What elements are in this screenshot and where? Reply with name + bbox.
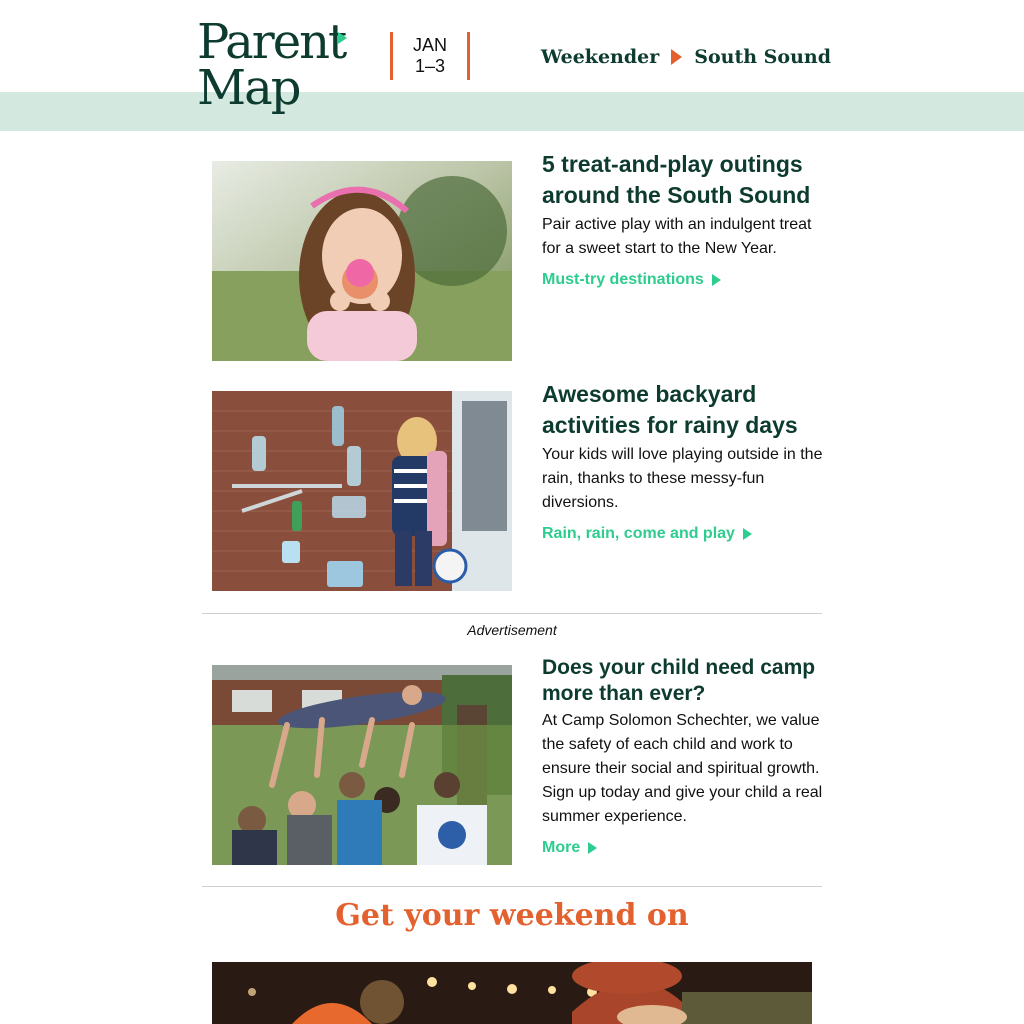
ad-title[interactable]: Does your child need camp more than ever?	[542, 656, 816, 705]
divider	[202, 886, 822, 887]
logo-line-1: Parent	[197, 14, 346, 70]
ad-text	[542, 655, 827, 857]
ad-photo-camp-crowd[interactable]	[212, 665, 512, 865]
article-photo-girl-cupcake[interactable]	[212, 161, 512, 361]
article-card-treat-play	[212, 151, 824, 371]
header	[0, 0, 1024, 131]
section-title-weekend: Get your weekend on	[335, 898, 689, 933]
article-description: Pair active play with an indulgent treat for a sweet start to the New Year.	[542, 216, 812, 257]
play-arrow-icon	[588, 842, 597, 854]
article-photo-water-wall[interactable]	[212, 391, 512, 591]
breadcrumb-weekender[interactable]: Weekender	[540, 46, 660, 68]
article-title[interactable]: 5 treat-and-play outings around the South Sound	[542, 151, 811, 208]
ad-more-link[interactable]	[542, 839, 597, 857]
rain-come-and-play-link[interactable]	[542, 525, 752, 543]
parentmap-logo[interactable]	[197, 14, 357, 124]
divider	[202, 613, 822, 614]
cta-label: Rain, rain, come and play	[542, 525, 735, 542]
weekend-photo-lights[interactable]	[212, 962, 812, 1024]
logo-line-2: Map	[197, 60, 300, 116]
play-arrow-icon	[743, 528, 752, 540]
article-description: Your kids will love playing outside in the rain, thanks to these messy-fun diversions.	[542, 446, 823, 511]
article-card-backyard-rain	[212, 381, 824, 601]
cta-label: More	[542, 839, 581, 856]
logo-play-icon	[338, 32, 347, 44]
advertisement-label: Advertisement	[467, 622, 557, 638]
article-text	[542, 149, 827, 289]
date-month: JAN	[412, 35, 447, 55]
ad-card-camp	[212, 656, 824, 875]
play-arrow-icon	[712, 274, 721, 286]
date-box	[390, 32, 470, 80]
breadcrumb-arrow-icon	[671, 49, 682, 65]
date-days: 1–3	[414, 56, 446, 76]
must-try-destinations-link[interactable]	[542, 271, 721, 289]
breadcrumb-south-sound[interactable]: South Sound	[694, 46, 831, 68]
article-text	[542, 379, 827, 543]
ad-description: At Camp Solomon Schechter, we value the safety of each child and work to ensure their social and spiritual growth. Sign up today and give your child a real summer experience.	[542, 712, 823, 825]
cta-label: Must-try destinations	[542, 271, 704, 288]
breadcrumb	[541, 44, 831, 70]
article-title[interactable]: Awesome backyard activities for rainy days	[542, 381, 798, 438]
